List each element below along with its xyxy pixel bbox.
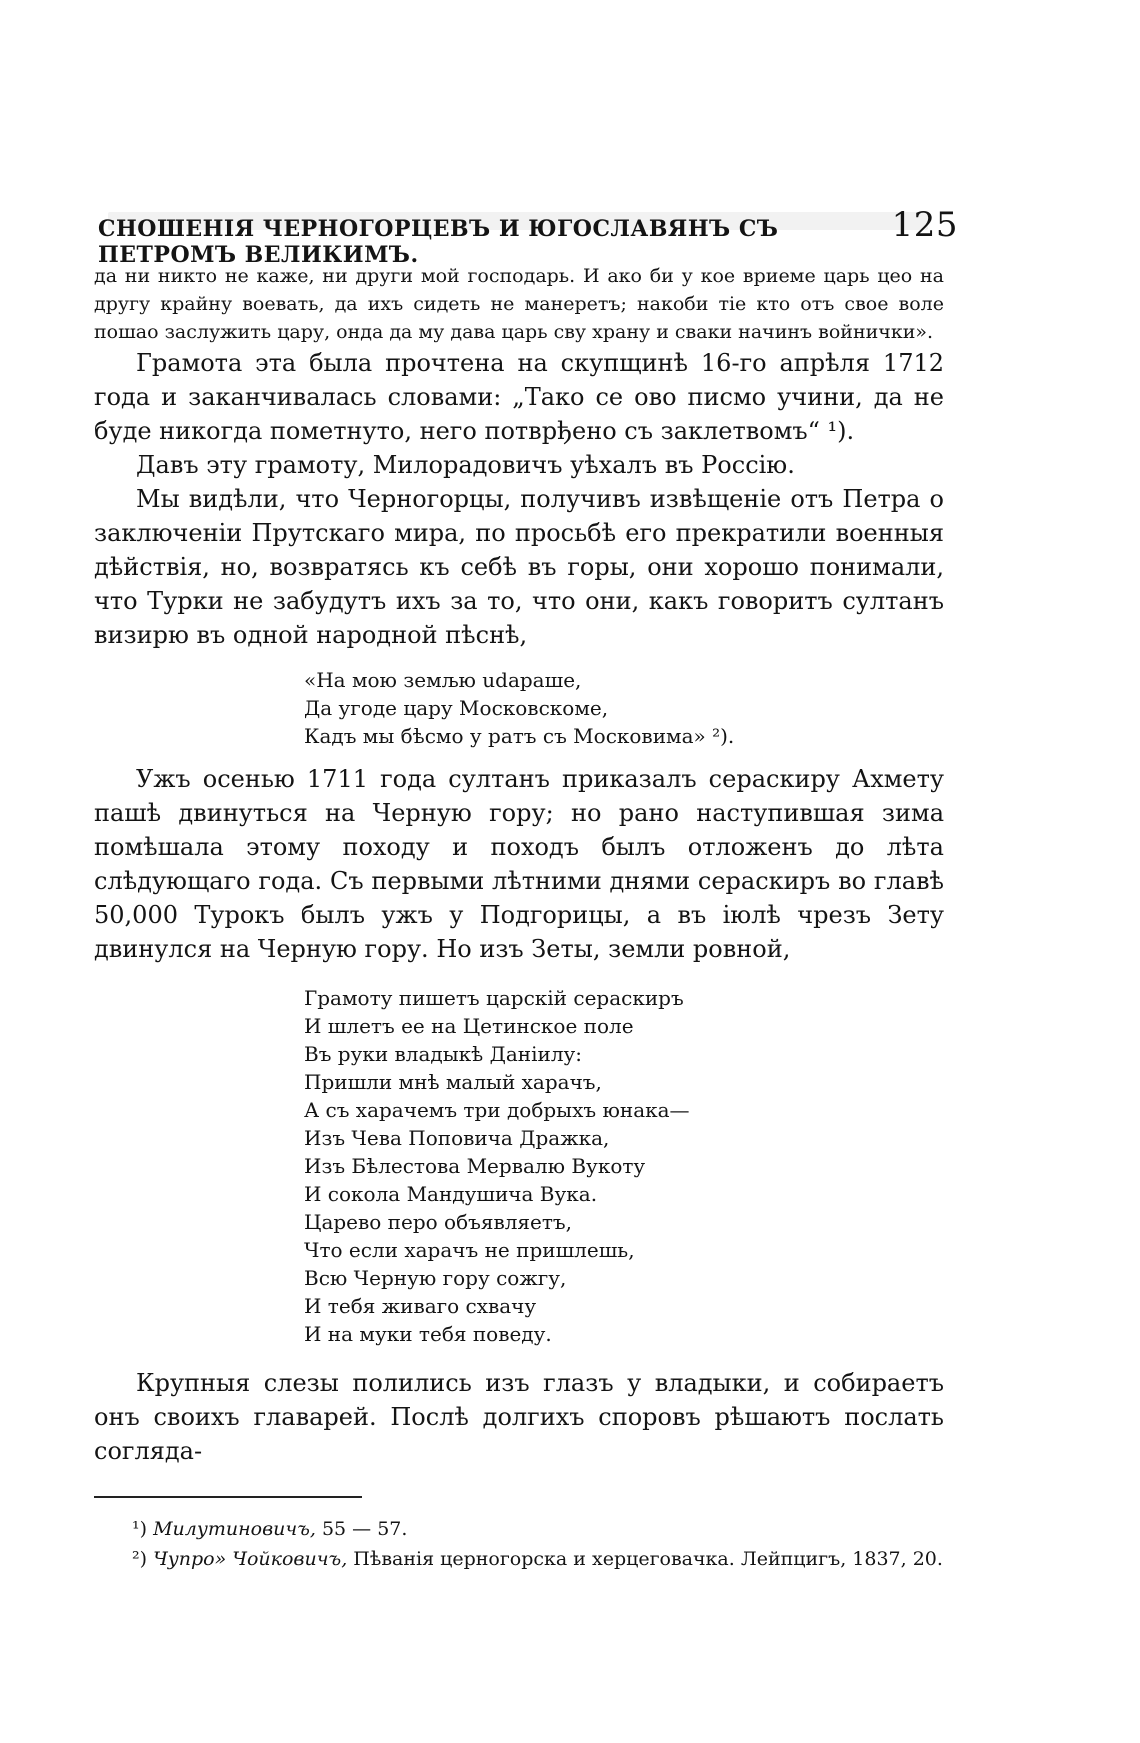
verse-line: Въ руки владыкѣ Даніилу: [304,1042,583,1066]
paragraph-vladyka: Крупныя слезы полились изъ глазъ у владыки, и собираетъ онъ своихъ главарей. Послѣ долгихъ споровъ рѣшаютъ послать согляда- [94,1369,944,1465]
footnote-mark: ²) [132,1548,148,1570]
verse-line: Что если харачъ не пришлешь, [304,1238,635,1262]
verse-line: Пришли мнѣ малый харачъ, [304,1070,602,1094]
verse-line: «На мою земљю udараше, [304,668,582,692]
verse-line: Изъ Бѣлестова Мервалю Вукоту [304,1154,646,1178]
paragraph-milorado: Давъ эту грамоту, Милорадовичъ уѣхалъ въ Россію. [136,451,795,479]
footnote-author: Чупро» Чойковичъ, [153,1548,348,1570]
verse-block-2 [304,984,944,1348]
footnote-mark: ¹) [132,1518,148,1540]
page-number: 125 [891,205,958,245]
prose [94,262,944,652]
verse-line: Да угоде цару Московскоме, [304,696,609,720]
paragraph-quote-end: да ни никто не каже, ни други мой господарь. И ако би у кое вриеме царь цео на другу крайну воевать, да ихъ сидеть не манеретъ; накоби тіе кто отъ свое воле пошао заслужить цару, онда да му дава царь сву храну и сваки начинъ войнички». [94,265,944,343]
footnote-author: Милутиновичъ, [153,1518,316,1540]
paragraph-seraskir: Ужъ осенью 1711 года султанъ приказалъ сераскиру Ахмету пашѣ двинуться на Черную гору; но рано наступившая зима помѣшала этому походу и походъ былъ отложенъ до лѣта слѣдующаго года. Съ первыми лѣтними днями сераскиръ во главѣ 50,000 Турокъ былъ ужъ у Подгорицы, а въ іюлѣ чрезъ Зету двинулся на Черную гору. Но изъ Зеты, земли ровной, [94,765,944,963]
footnotes [94,1514,944,1574]
verse-line: Грамоту пишетъ царскій сераскиръ [304,986,684,1010]
verse-line: А съ харачемъ три добрыхъ юнака— [304,1098,690,1122]
verse-line: И сокола Мандушича Вука. [304,1182,598,1206]
footnote-rule [94,1496,362,1498]
verse-line: Царево перо объявляетъ, [304,1210,573,1234]
verse-line: И тебя живаго схвачу [304,1294,537,1318]
running-header [98,205,958,268]
running-title: СНОШЕНІЯ ЧЕРНОГОРЦЕВЪ И ЮГОСЛАВЯНЪ СЪ ПЕТРОМЪ ВЕЛИКИМЪ. [98,216,779,268]
page-body [94,262,944,1574]
verse-line: И на муки тебя поведу. [304,1322,552,1346]
footnote-text: 55 — 57. [315,1518,408,1540]
verse-line: Изъ Чева Поповича Дражка, [304,1126,610,1150]
verse-line: И шлетъ ее на Цетинское поле [304,1014,634,1038]
prose [94,1366,944,1468]
verse-line: Всю Черную гору сожгу, [304,1266,567,1290]
verse-block-1 [304,666,944,750]
verse-line: Кадъ мы бѣсмо у ратъ съ Московима» ²). [304,724,735,748]
prose [94,762,944,966]
footnote-text: Пѣванія церногорска и херцеговачка. Лейпцигъ, 1837, 20. [347,1548,943,1570]
paragraph-gramota: Грамота эта была прочтена на скупщинѣ 16-го апрѣля 1712 года и заканчивалась словами: „Тако се ово писмо учини, да не буде никогда пометнуто, него потврђено съ заклетвомъ“ ¹). [94,349,944,445]
footnote-2 [94,1544,944,1574]
footnote-1 [94,1514,944,1544]
paragraph-prut: Мы видѣли, что Черногорцы, получивъ извѣщеніе отъ Петра о заключеніи Прутскаго мира, по просьбѣ его прекратили военныя дѣйствія, но, возвратясь къ себѣ въ горы, они хорошо понимали, что Турки не забудутъ ихъ за то, что они, какъ говоритъ султанъ визирю въ одной народной пѣснѣ, [94,485,944,649]
